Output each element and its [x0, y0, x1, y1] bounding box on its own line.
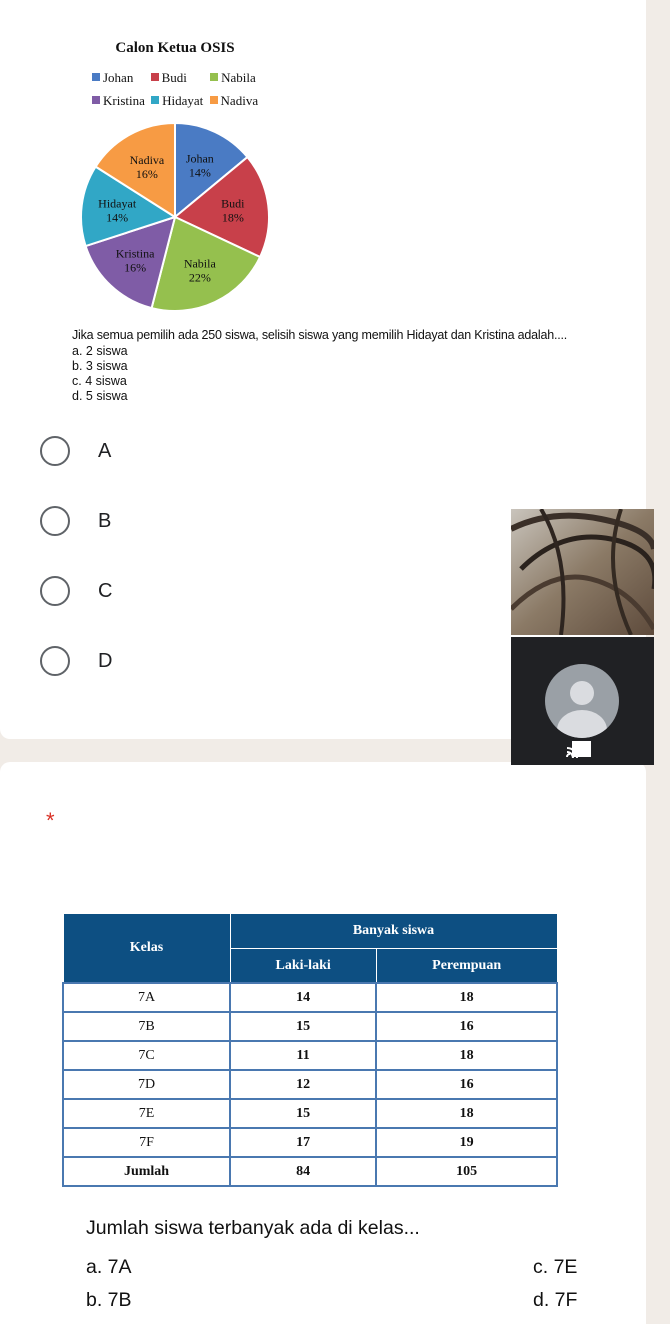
legend-swatch-nabila	[210, 73, 218, 81]
legend-swatch-johan	[92, 73, 100, 81]
table-row	[63, 1041, 557, 1070]
avatar	[545, 664, 619, 738]
option-text-c: c. 4 siswa	[72, 374, 127, 388]
cast-icon[interactable]	[566, 740, 592, 758]
option-text-b: b. 3 siswa	[72, 359, 128, 373]
answer-d: d. 7F	[533, 1289, 578, 1311]
legend-swatch-budi	[151, 73, 159, 81]
header-laki-laki: Laki-laki	[230, 949, 376, 984]
radio-c[interactable]	[40, 576, 70, 606]
cell-laki: 17	[230, 1128, 376, 1157]
cell-laki: 11	[230, 1041, 376, 1070]
table-row	[63, 1070, 557, 1099]
answer-c: c. 7E	[533, 1256, 578, 1278]
pie-chart	[70, 112, 280, 322]
choice-c[interactable]	[40, 574, 112, 608]
pie-label-kristina: Kristina 16%	[115, 246, 155, 275]
avatar-head	[570, 681, 594, 705]
choice-d[interactable]	[40, 644, 112, 678]
header-kelas: Kelas	[63, 914, 230, 984]
choice-a[interactable]	[40, 434, 111, 468]
cell-total-laki: 84	[230, 1157, 376, 1186]
option-text-a: a. 2 siswa	[72, 344, 128, 358]
cell-laki: 12	[230, 1070, 376, 1099]
video-tile-participant	[511, 637, 654, 765]
choice-c-label: C	[98, 579, 113, 602]
option-text-d: d. 5 siswa	[72, 389, 128, 403]
chart-legend-row-1	[92, 70, 266, 86]
cell-laki: 14	[230, 983, 376, 1012]
choice-a-label: A	[98, 439, 112, 462]
cell-kelas: 7D	[63, 1070, 230, 1099]
legend-swatch-nadiva	[210, 96, 218, 104]
radio-a[interactable]	[40, 436, 70, 466]
cell-laki: 15	[230, 1012, 376, 1041]
header-perempuan: Perempuan	[376, 949, 557, 984]
table-row	[63, 1128, 557, 1157]
pie-label-nadiva: Nadiva 16%	[129, 152, 165, 181]
table-row	[63, 983, 557, 1012]
cell-perempuan: 16	[376, 1070, 557, 1099]
legend-swatch-kristina	[92, 96, 100, 104]
answer-a: a. 7A	[86, 1256, 132, 1278]
camera-feed-image	[511, 509, 654, 635]
cell-total-perempuan: 105	[376, 1157, 557, 1186]
radio-d[interactable]	[40, 646, 70, 676]
cell-perempuan: 16	[376, 1012, 557, 1041]
radio-b[interactable]	[40, 506, 70, 536]
cell-kelas: 7B	[63, 1012, 230, 1041]
chart-legend-row-2	[92, 93, 268, 109]
cell-perempuan: 18	[376, 983, 557, 1012]
cell-perempuan: 18	[376, 1099, 557, 1128]
legend-nadiva: Nadiva	[210, 93, 259, 109]
video-tile-camera	[511, 509, 654, 635]
legend-swatch-hidayat	[151, 96, 159, 104]
cell-perempuan: 19	[376, 1128, 557, 1157]
cell-kelas: 7C	[63, 1041, 230, 1070]
table-row	[63, 1099, 557, 1128]
student-table	[62, 913, 558, 1187]
cell-laki: 15	[230, 1099, 376, 1128]
answer-b: b. 7B	[86, 1289, 132, 1311]
legend-hidayat: Hidayat	[151, 93, 203, 109]
cell-kelas: 7A	[63, 983, 230, 1012]
question-1-text: Jika semua pemilih ada 250 siswa, selisih siswa yang memilih Hidayat dan Kristina adalah....	[72, 328, 568, 342]
pie-label-budi: Budi 18%	[221, 196, 245, 225]
table-row	[63, 1012, 557, 1041]
choice-b[interactable]	[40, 504, 111, 538]
pie-label-nabila: Nabila 22%	[183, 256, 216, 285]
table-total-row	[63, 1157, 557, 1186]
legend-kristina: Kristina	[92, 93, 145, 109]
required-asterisk: *	[46, 808, 55, 833]
choice-d-label: D	[98, 649, 113, 672]
header-banyak-siswa: Banyak siswa	[230, 914, 557, 949]
legend-johan: Johan	[92, 70, 133, 86]
pie-label-johan: Johan 14%	[185, 151, 214, 180]
choice-b-label: B	[98, 509, 112, 532]
legend-budi: Budi	[151, 70, 187, 86]
legend-nabila: Nabila	[210, 70, 256, 86]
question-2-text: Jumlah siswa terbanyak ada di kelas...	[86, 1217, 420, 1239]
cell-kelas: 7F	[63, 1128, 230, 1157]
cell-perempuan: 18	[376, 1041, 557, 1070]
cell-kelas: 7E	[63, 1099, 230, 1128]
avatar-body	[557, 710, 607, 738]
pie-label-hidayat: Hidayat 14%	[98, 196, 137, 225]
cell-total-label: Jumlah	[63, 1157, 230, 1186]
chart-title: Calon Ketua OSIS	[115, 40, 235, 56]
